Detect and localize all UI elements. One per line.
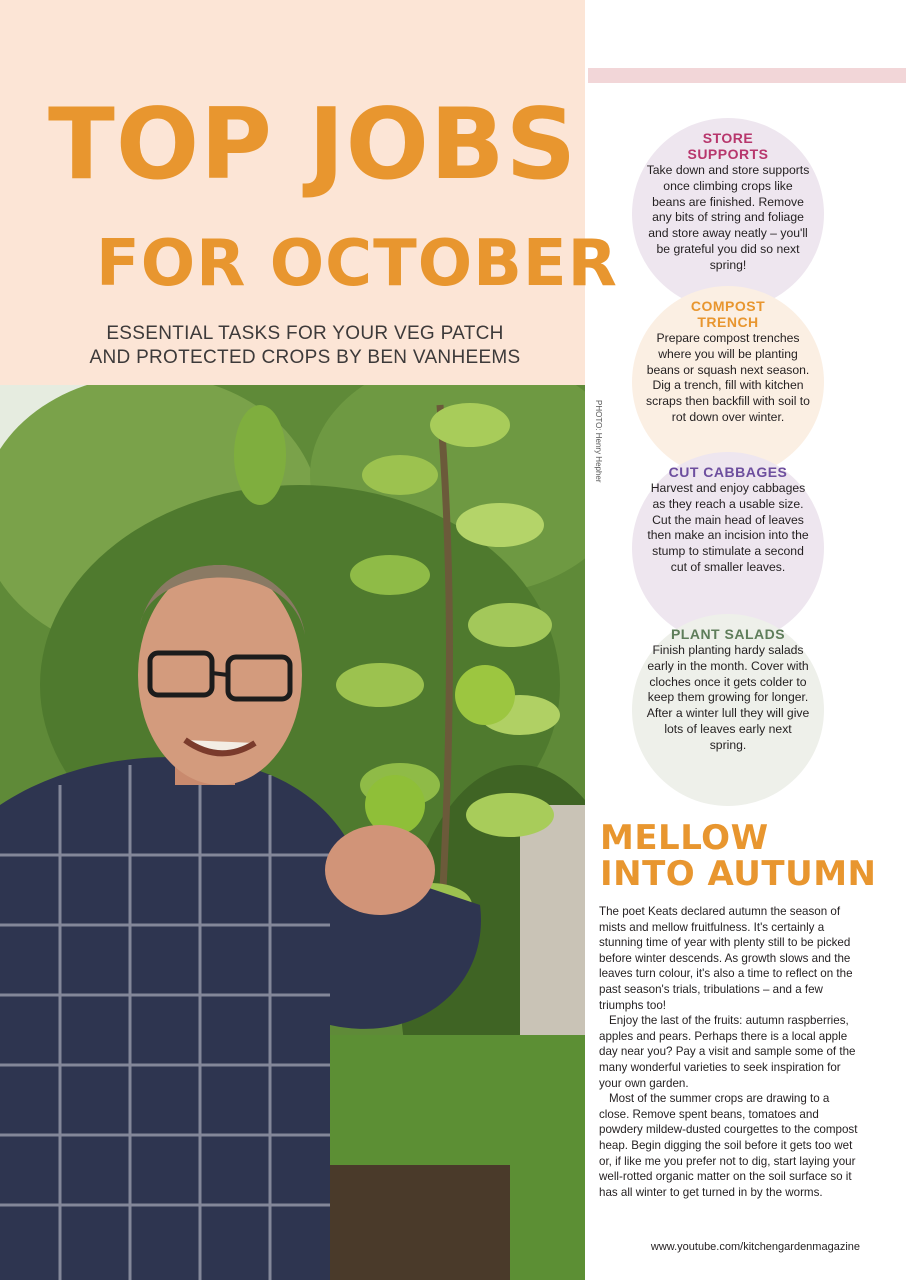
gardener-photo-illustration xyxy=(0,385,585,1280)
tip-store-supports xyxy=(632,118,824,310)
article-body xyxy=(599,904,861,1200)
footer-url[interactable]: www.youtube.com/kitchengardenmagazine xyxy=(650,1241,860,1253)
article-title-line1: MELLOW xyxy=(600,818,769,858)
tip-title: COMPOST TRENCH xyxy=(690,298,766,330)
tip-title: CUT CABBAGES xyxy=(668,464,788,480)
photo-credit: PHOTO: Henry Hepher xyxy=(594,400,603,483)
page-subtitle xyxy=(80,322,530,370)
tip-body: Harvest and enjoy cabbages as they reach a usable size. Cut the main head of leaves then make an incision into the stump to stimulate a second cut of smaller leaves. xyxy=(647,481,809,574)
tip-compost-trench xyxy=(632,286,824,478)
tip-title: PLANT SALADS xyxy=(670,626,786,642)
tip-body: Prepare compost trenches where you will be planting beans or squash next season. Dig a trench, fill with kitchen scraps then backfill with soil to rot down over winter. xyxy=(646,331,810,424)
subtitle-line2: AND PROTECTED CROPS BY BEN VANHEEMS xyxy=(89,347,521,368)
page-title-line2: FOR OCTOBER xyxy=(96,227,618,301)
tip-body: Take down and store supports once climbing crops like beans are finished. Remove any bits of string and foliage and store away neatly – you'll be grateful you did so next spring! xyxy=(646,163,810,272)
page-title-line1: TOP JOBS xyxy=(48,88,578,202)
article-title-line2: INTO AUTUMN xyxy=(600,854,877,894)
article-paragraph: The poet Keats declared autumn the season of mists and mellow fruitfulness. It's certainly a stunning time of year with plenty still to be picked before winter descends. As growth slows and the leaves turn colour, it's also a time to reflect on the past season's trials, tribulations – and a few triumphs too! xyxy=(599,905,853,1012)
subtitle-line1: ESSENTIAL TASKS FOR YOUR VEG PATCH xyxy=(106,323,504,344)
gardener-photo xyxy=(0,385,585,1280)
decorative-bar xyxy=(588,68,906,83)
article-paragraph: Most of the summer crops are drawing to a close. Remove spent beans, tomatoes and powdery mildew-dusted courgettes to the compost heap. Begin digging the soil before it gets too wet or, if like me you prefer not to dig, start laying your well-rotted organic matter on the soil surface so it has all winter to get turned in by the worms. xyxy=(599,1092,858,1199)
article-paragraph: Enjoy the last of the fruits: autumn raspberries, apples and pears. Perhaps there is a local apple day near you? Pay a visit and sample some of the many wonderful varieties to seek inspiration for your own garden. xyxy=(599,1014,856,1090)
header-panel xyxy=(0,0,618,385)
tip-body: Finish planting hardy salads early in the month. Cover with cloches once it gets colder to keep them growing for longer. After a winter lull they will give lots of leaves early next spring. xyxy=(646,643,810,752)
article-title xyxy=(600,820,900,892)
tip-title: STORE SUPPORTS xyxy=(687,130,769,162)
tip-plant-salads xyxy=(632,614,824,806)
